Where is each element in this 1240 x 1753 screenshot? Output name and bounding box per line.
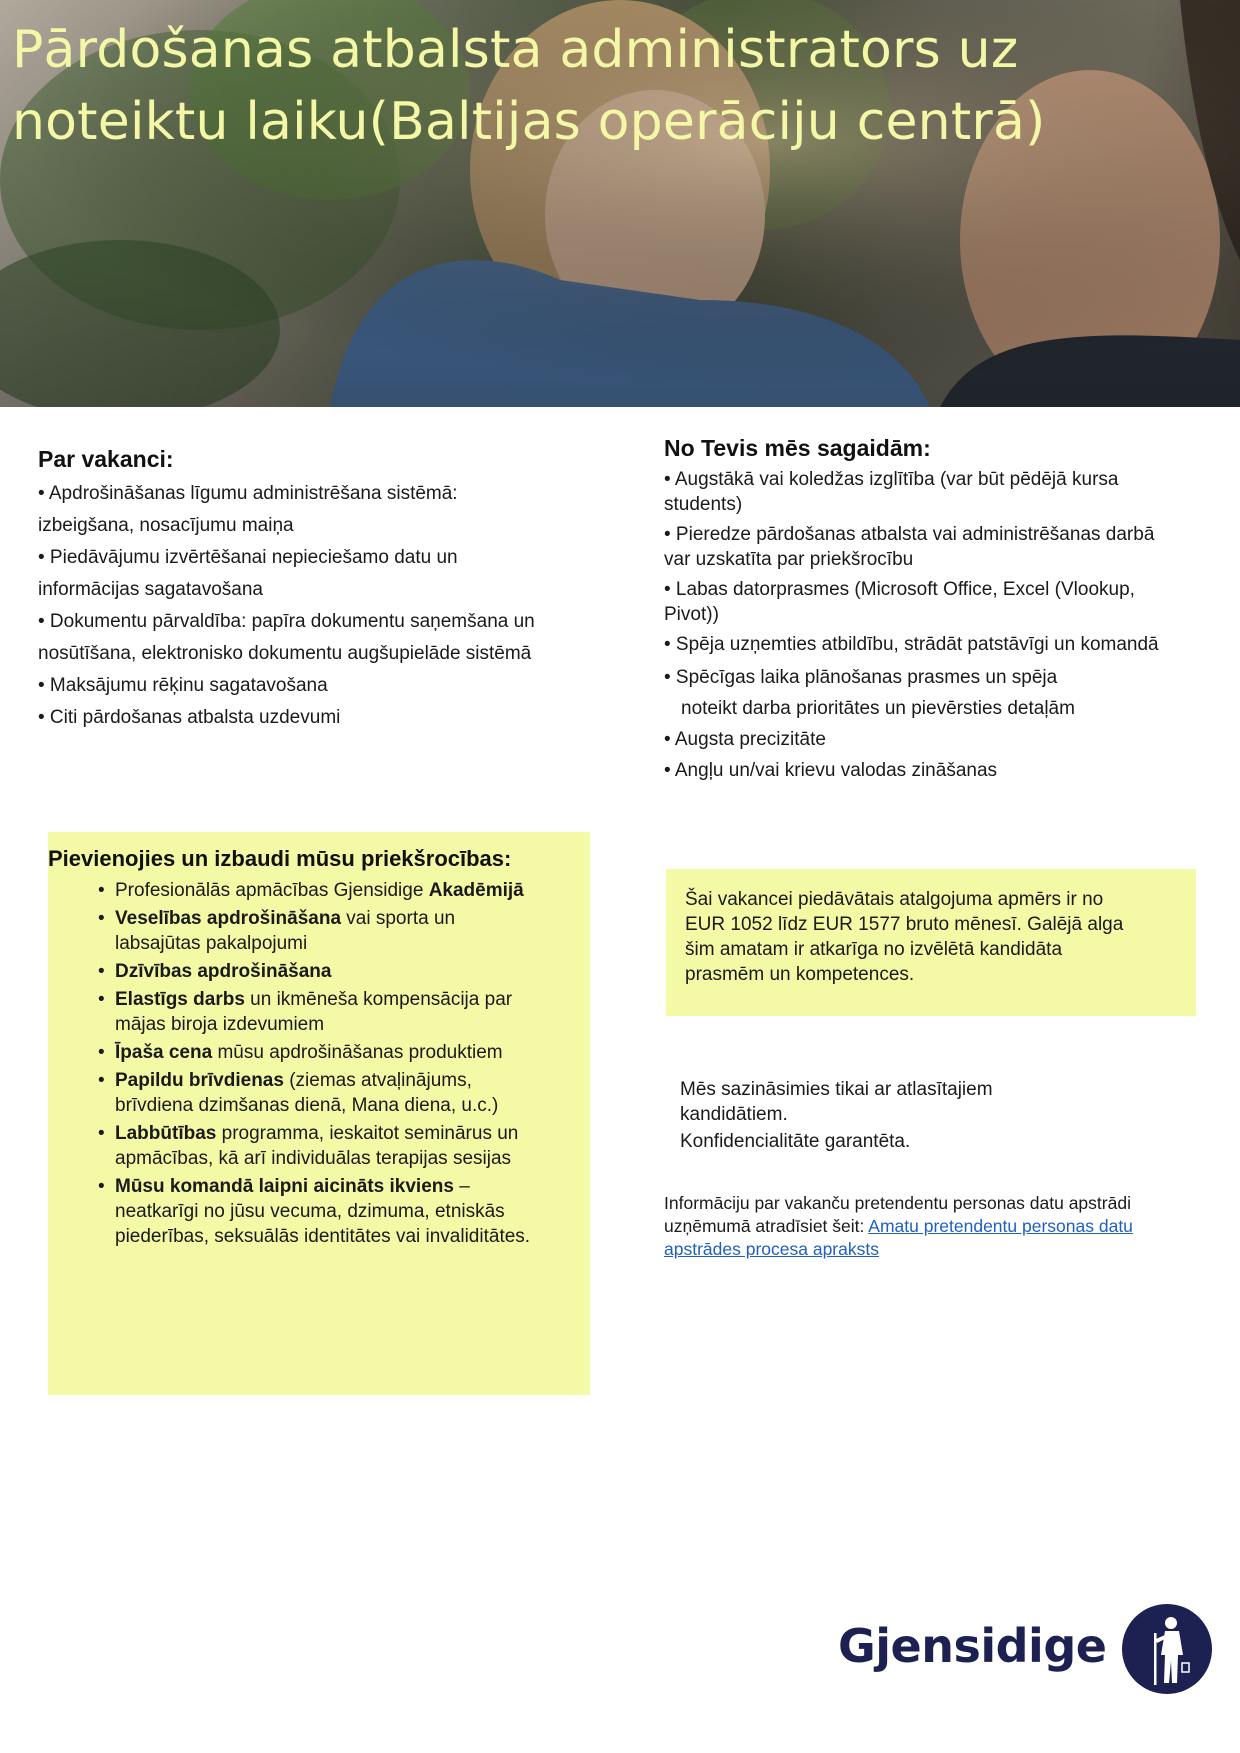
benefit-highlight: Elastīgs darbs (115, 989, 245, 1010)
benefit-item (98, 987, 538, 1037)
benefit-text: un ikmēneša kompensācija par mājas biroja izdevumiem (115, 989, 513, 1035)
benefit-item (98, 1121, 538, 1171)
benefit-item (98, 1040, 538, 1065)
logo-wordmark: Gjensidige (838, 1619, 1107, 1673)
requirement-item: • Spēja uzņemties atbildību, strādāt patstāvīgi un komandā (664, 634, 1159, 655)
benefits-list (98, 878, 538, 1249)
benefit-text: – neatkarīgi no jūsu vecuma, dzimuma, etniskās piederības, seksuālās identitātes vai invaliditātes. (115, 1176, 531, 1247)
benefit-text: vai sporta un labsajūtas pakalpojumi (115, 908, 456, 954)
benefit-text: (ziemas atvaļinājums, brīvdiena dzimšanas dienā, Mana diena, u.c.) (115, 1070, 499, 1116)
about-line: • Apdrošināšanas līgumu administrēšana sistēmā: (38, 483, 458, 504)
benefit-highlight: Dzīvības apdrošināšana (115, 961, 332, 982)
about-line: • Dokumentu pārvaldība: papīra dokumentu saņemšana un (38, 611, 535, 632)
gjensidige-logo (838, 1603, 1210, 1699)
privacy-policy-link[interactable]: Amatu pretendentu personas datu apstrādes procesa apraksts (664, 1216, 1133, 1259)
requirement-line: noteikt darba prioritātes un pievērsties detaļām (681, 698, 1075, 719)
benefit-item (98, 1068, 538, 1118)
requirement-item: • Augstākā vai koledžas izglītība (var būt pēdējā kursa students) (664, 469, 1119, 515)
confidentiality-line: Konfidencialitāte garantēta. (680, 1131, 911, 1152)
benefit-text: mūsu apdrošināšanas produktiem (212, 1042, 503, 1063)
requirement-item: • Labas datorprasmes (Microsoft Office, Excel (Vlookup, Pivot)) (664, 579, 1135, 625)
benefit-highlight: Labbūtības (115, 1123, 217, 1144)
benefit-text: programma, ieskaitot seminārus un apmācības, kā arī individuālas terapijas sesijas (115, 1123, 519, 1169)
page-title-line-2: noteiktu laiku(Baltijas operāciju centrā) (12, 92, 1046, 152)
benefit-item (98, 878, 538, 903)
hero-banner (0, 0, 1240, 407)
benefit-highlight: Mūsu komandā laipni aicināts ikviens (115, 1176, 454, 1197)
about-vacancy-list (38, 478, 608, 734)
requirement-item: • Augsta precizitāte (664, 729, 826, 750)
benefits-box (48, 832, 590, 1395)
contact-note (680, 1077, 1100, 1156)
salary-text: Šai vakancei piedāvātais atalgojuma apmērs ir no EUR 1052 līdz EUR 1577 bruto mēnesī. Galējā alga šim amatam ir atkarīga no izvēlētā kandidāta prasmēm un kompetences. (685, 889, 1124, 985)
about-line: • Maksājumu rēķinu sagatavošana (38, 675, 328, 696)
benefit-text: Profesionālās apmācības Gjensidige (115, 880, 429, 901)
requirements-section (664, 433, 1184, 786)
about-line: informācijas sagatavošana (38, 579, 263, 600)
about-line: nosūtīšana, elektronisko dokumentu augšupielāde sistēmā (38, 643, 532, 664)
benefit-highlight: Īpaša cena (115, 1042, 213, 1063)
benefit-highlight: Veselības apdrošināšana (115, 908, 342, 929)
benefit-highlight: Papildu brīvdienas (115, 1070, 284, 1091)
requirements-heading: No Tevis mēs sagaidām: (664, 435, 931, 461)
benefit-item (98, 1174, 538, 1249)
benefits-heading: Pievienojies un izbaudi mūsu priekšrocības: (48, 846, 512, 871)
benefit-item (98, 906, 538, 956)
requirement-item (664, 662, 1184, 724)
about-vacancy-heading: Par vakanci: (38, 446, 174, 472)
about-line: izbeigšana, nosacījumu maiņa (38, 515, 294, 536)
requirement-item: • Angļu un/vai krievu valodas zināšanas (664, 760, 998, 781)
gjensidige-figure-icon (1121, 1603, 1213, 1695)
salary-box (666, 869, 1196, 1016)
about-line: • Citi pārdošanas atbalsta uzdevumi (38, 707, 341, 728)
requirement-line: • Spēcīgas laika plānošanas prasmes un spēja (664, 667, 1058, 688)
contact-line: Mēs sazināsimies tikai ar atlasītajiem kandidātiem. (680, 1079, 993, 1125)
privacy-text: Informāciju par vakanču pretendentu personas datu apstrādi uzņēmumā atradīsiet šeit: (664, 1193, 1131, 1236)
page-title (12, 14, 1232, 158)
about-line: • Piedāvājumu izvērtēšanai nepieciešamo datu un (38, 547, 458, 568)
page-title-line-1: Pārdošanas atbalsta administrators uz (12, 20, 1019, 80)
benefit-highlight: Akadēmijā (428, 880, 524, 901)
requirement-item: • Pieredze pārdošanas atbalsta vai administrēšanas darbā var uzskatīta par priekšrocību (664, 524, 1155, 570)
privacy-note (664, 1192, 1134, 1261)
requirements-list (664, 467, 1184, 786)
about-vacancy-section (38, 444, 608, 734)
benefit-item (98, 959, 538, 984)
